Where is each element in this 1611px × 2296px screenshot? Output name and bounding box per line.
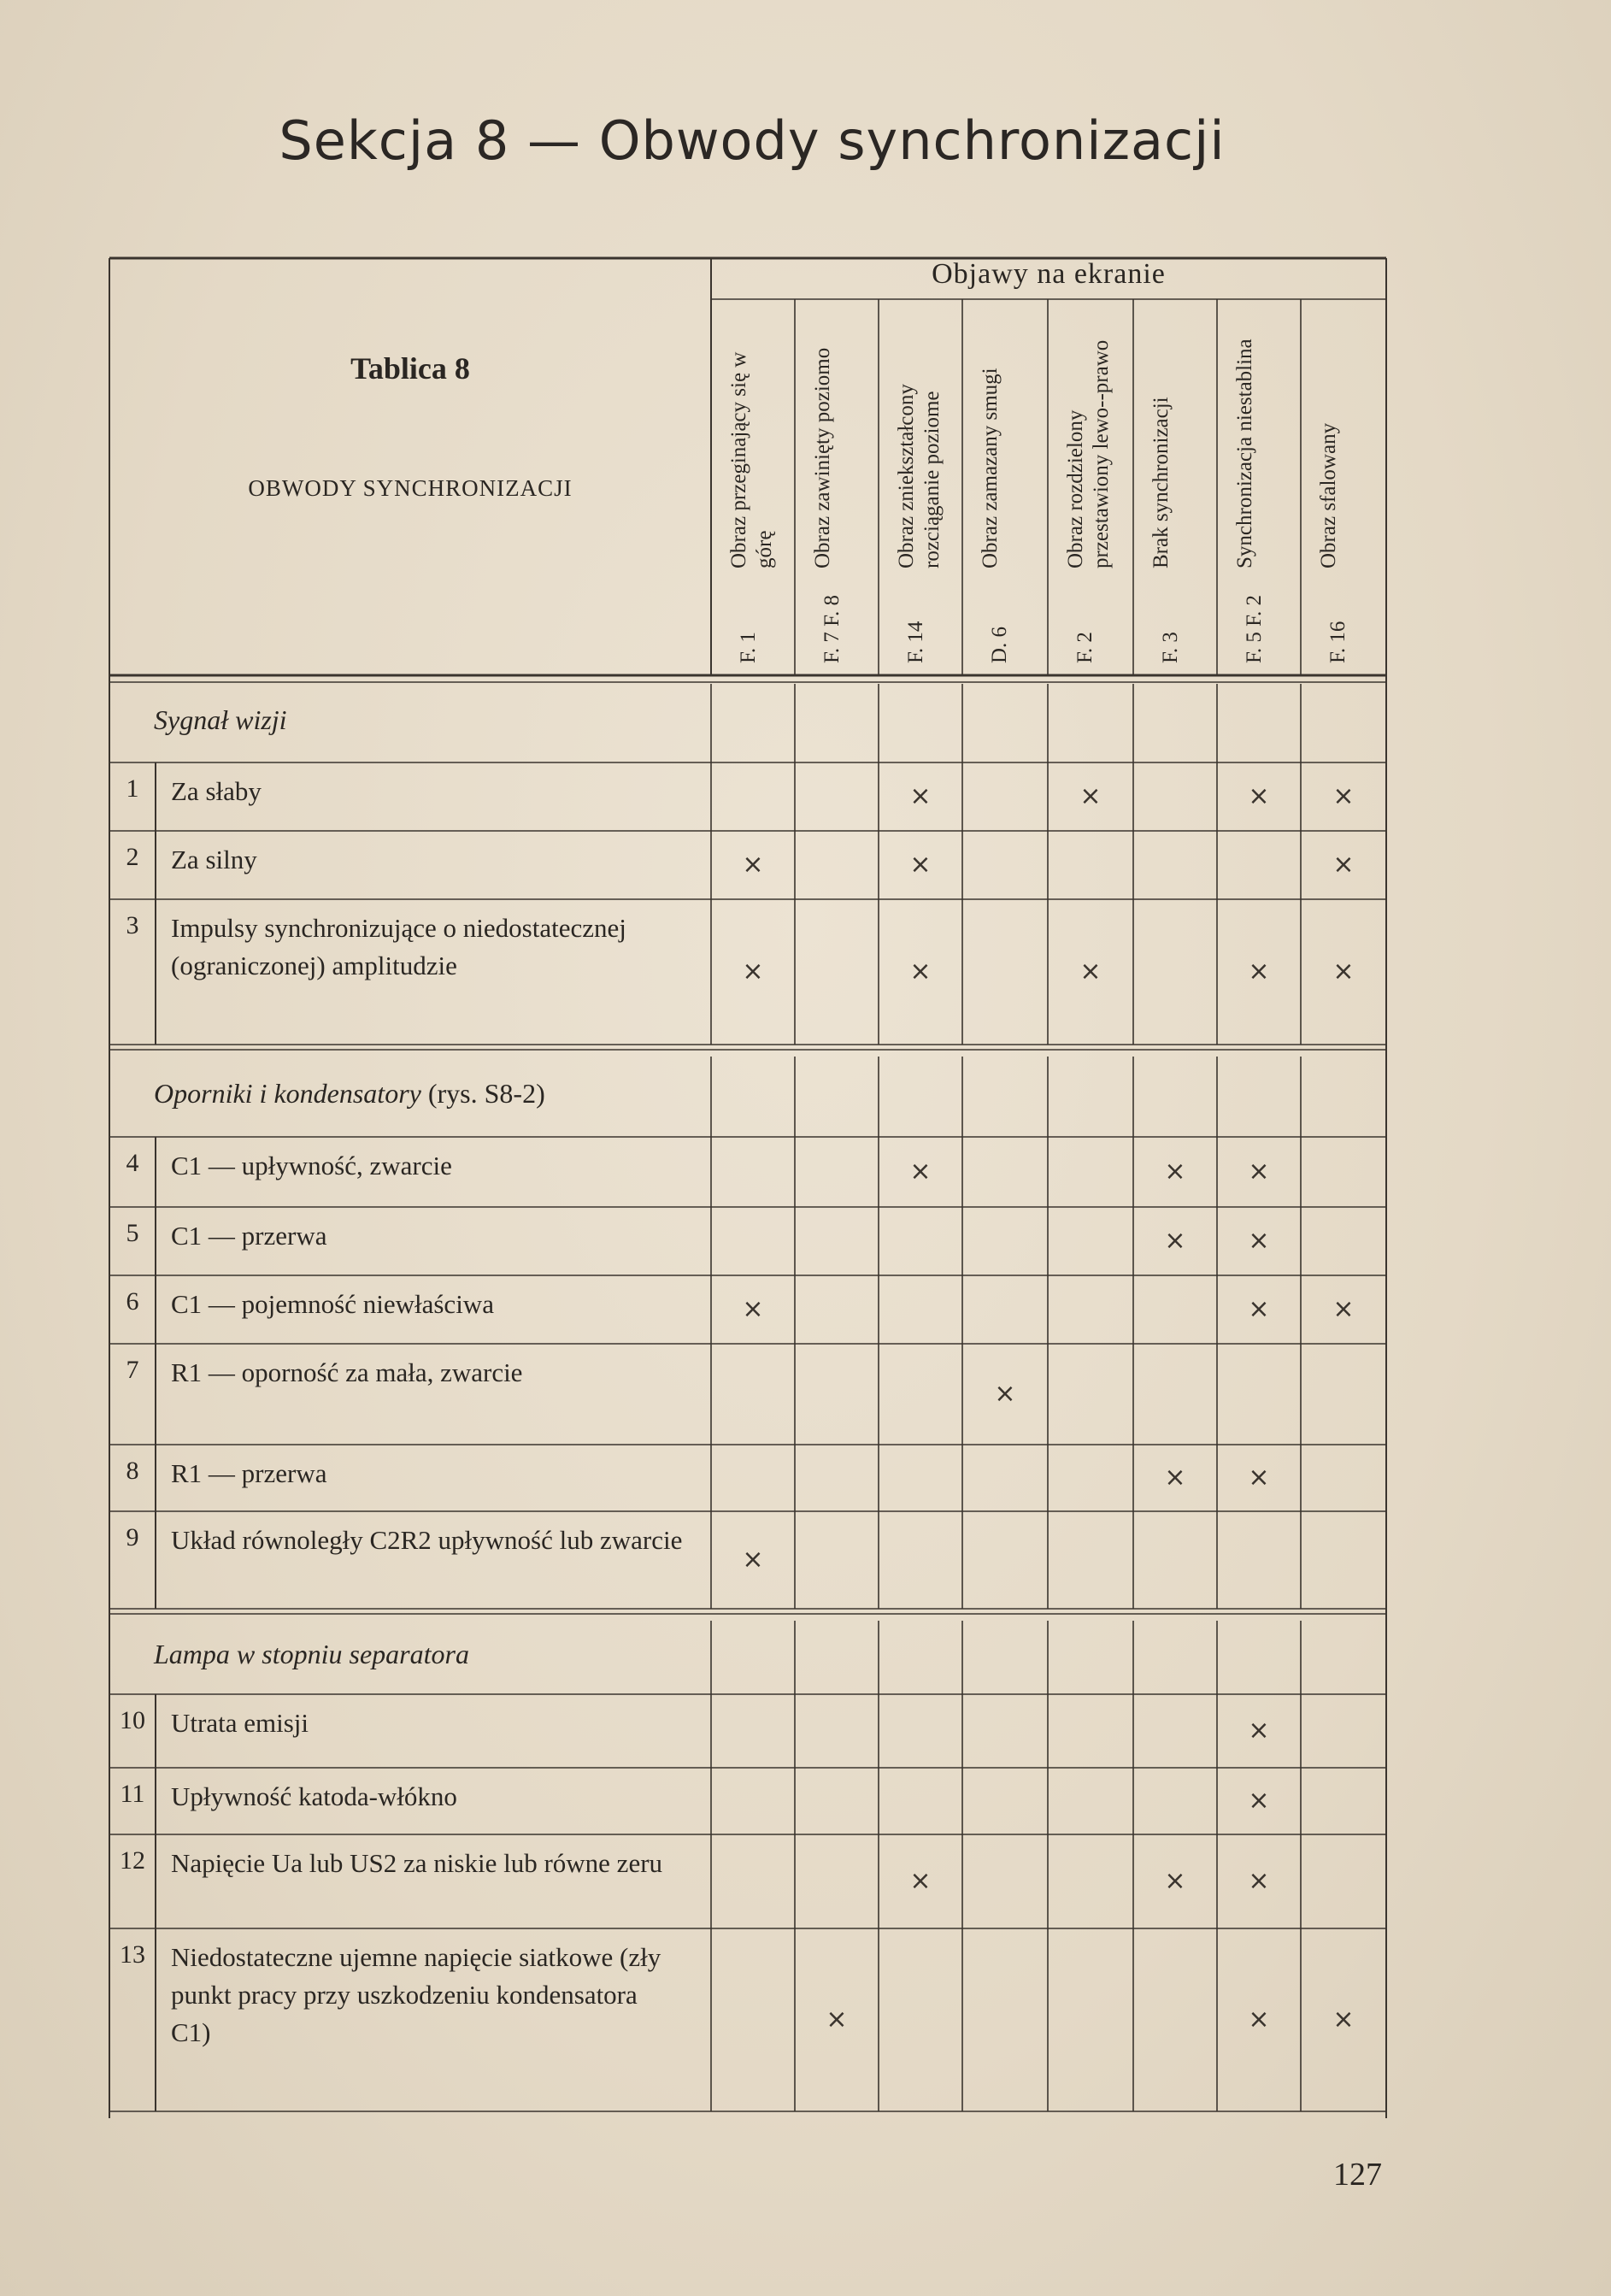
- cross-mark: ×: [909, 957, 932, 986]
- column-header-label: Obraz zamazany smugi: [979, 368, 1002, 568]
- row-description: Impulsy synchronizujące o niedostatecznej (ograniczonej) amplitudzie: [171, 913, 626, 980]
- row-number: 3: [126, 911, 139, 939]
- cross-mark: ×: [909, 850, 932, 880]
- group-title: [154, 1078, 667, 1110]
- row-description: Za słaby: [171, 776, 262, 806]
- cross-mark: ×: [1164, 1226, 1186, 1256]
- cross-mark: ×: [1332, 957, 1355, 986]
- cross-mark: ×: [1164, 1866, 1186, 1896]
- group-title: [154, 1639, 667, 1670]
- column-code: F. 14: [904, 621, 927, 663]
- column-header-label: Synchronizacja niestablina: [1233, 339, 1256, 568]
- cross-mark: ×: [742, 850, 764, 880]
- row-description: C1 — upływność, zwarcie: [171, 1151, 452, 1180]
- cross-mark: ×: [1248, 1866, 1270, 1896]
- row-number: 2: [126, 843, 139, 871]
- cross-mark: ×: [1248, 1294, 1270, 1324]
- row-description: Upływność katoda-włókno: [171, 1781, 457, 1811]
- row-number: 4: [126, 1149, 139, 1177]
- cross-mark: ×: [1248, 1157, 1270, 1186]
- cross-mark: ×: [1332, 1294, 1355, 1324]
- page-number: 127: [1333, 2157, 1382, 2193]
- cross-mark: ×: [1332, 781, 1355, 811]
- row-description: Utrata emisji: [171, 1708, 309, 1738]
- row-number: 7: [126, 1356, 139, 1384]
- cross-mark: ×: [826, 2005, 848, 2034]
- row-description: C1 — pojemność niewłaściwa: [171, 1289, 494, 1319]
- cross-mark: ×: [1248, 1463, 1270, 1492]
- column-code: F. 16: [1326, 621, 1349, 663]
- row-number: 6: [126, 1287, 139, 1316]
- column-header-label: Obraz zawinięty poziomo: [811, 347, 834, 568]
- cross-mark: ×: [1332, 850, 1355, 880]
- cross-mark: ×: [1248, 957, 1270, 986]
- cross-mark: ×: [742, 1545, 764, 1575]
- cross-mark: ×: [742, 957, 764, 986]
- group-title-text: Sygnał wizji: [154, 704, 287, 735]
- cross-mark: ×: [1248, 1226, 1270, 1256]
- row-description: Za silny: [171, 845, 257, 874]
- row-description: C1 — przerwa: [171, 1221, 327, 1251]
- column-header-label: Obraz rozdzielony przestawiony lewo--prawo: [1064, 339, 1113, 568]
- group-title-suffix: (rys. S8-2): [420, 1078, 545, 1109]
- column-code: F. 2: [1073, 632, 1097, 663]
- cross-mark: ×: [1079, 957, 1102, 986]
- row-description: Układ równoległy C2R2 upływność lub zwarcie: [171, 1525, 683, 1555]
- table-subtitle: OBWODY SYNCHRONIZACJI: [248, 475, 573, 501]
- cross-mark: ×: [909, 1866, 932, 1896]
- column-header-label: Obraz zniekształcony rozciąganie poziome: [895, 384, 944, 568]
- group-title: [154, 704, 667, 736]
- cross-mark: ×: [1164, 1463, 1186, 1492]
- cross-mark: ×: [994, 1379, 1016, 1409]
- column-header-label: Brak synchronizacji: [1149, 397, 1173, 568]
- cross-mark: ×: [1332, 2005, 1355, 2034]
- cross-mark: ×: [1164, 1157, 1186, 1186]
- cross-mark: ×: [909, 1157, 932, 1186]
- row-number: 12: [120, 1846, 145, 1875]
- cross-mark: ×: [1248, 1716, 1270, 1746]
- cross-mark: ×: [1079, 781, 1102, 811]
- cross-mark: ×: [742, 1294, 764, 1324]
- column-code: F. 5 F. 2: [1243, 594, 1266, 663]
- row-number: 8: [126, 1457, 139, 1485]
- column-code: D. 6: [988, 626, 1011, 663]
- cross-mark: ×: [1248, 2005, 1270, 2034]
- group-title-text: Lampa w stopniu separatora: [154, 1639, 469, 1669]
- row-description: R1 — przerwa: [171, 1458, 327, 1488]
- row-number: 11: [120, 1780, 145, 1808]
- row-number: 13: [120, 1940, 145, 1969]
- column-header-label: Obraz przeginający się w górę: [727, 351, 776, 568]
- column-code: F. 3: [1159, 632, 1182, 663]
- row-description: R1 — oporność za mała, zwarcie: [171, 1357, 523, 1387]
- row-number: 1: [126, 774, 139, 803]
- symptoms-header: Objawy na ekranie: [932, 258, 1166, 290]
- row-number: 9: [126, 1523, 139, 1551]
- page-title: Sekcja 8 — Obwody synchronizacji: [279, 109, 1226, 172]
- cross-mark: ×: [909, 781, 932, 811]
- table-title: Tablica 8: [350, 351, 470, 386]
- column-code: F. 1: [737, 632, 760, 663]
- cross-mark: ×: [1248, 781, 1270, 811]
- row-description: Niedostateczne ujemne napięcie siatkowe (zły punkt pracy przy uszkodzeniu kondensatora C1): [171, 1942, 661, 2047]
- column-header-label: Obraz sfalowany: [1317, 422, 1340, 568]
- row-description: Napięcie Ua lub US2 za niskie lub równe zeru: [171, 1848, 663, 1878]
- row-number: 10: [120, 1706, 145, 1734]
- column-code: F. 7 F. 8: [820, 594, 844, 663]
- row-number: 5: [126, 1219, 139, 1247]
- group-title-text: Oporniki i kondensatory: [154, 1078, 421, 1109]
- cross-mark: ×: [1248, 1786, 1270, 1816]
